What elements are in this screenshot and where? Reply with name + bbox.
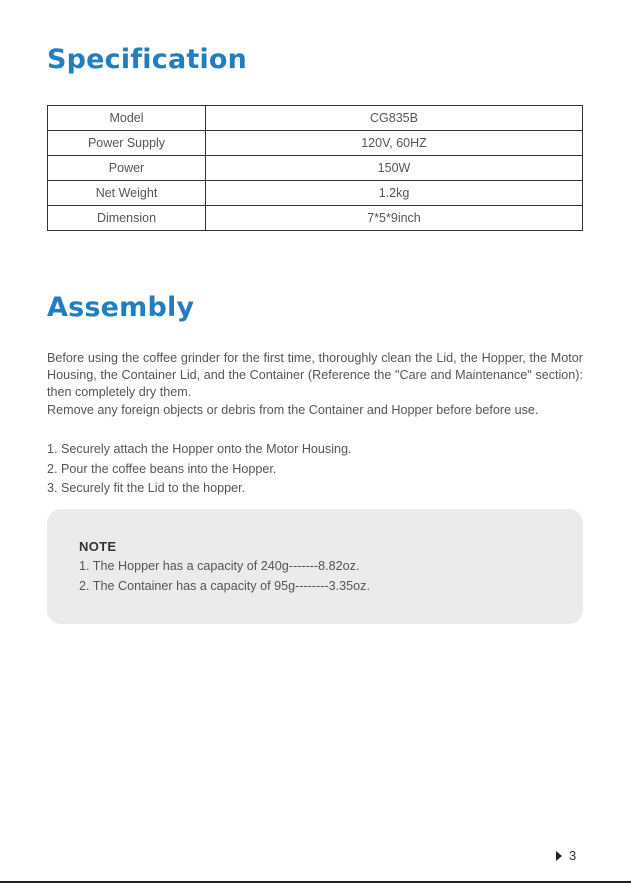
spec-label: Power: [48, 156, 206, 181]
note-box: [47, 509, 583, 624]
list-item: 1. Securely attach the Hopper onto the Motor Housing.: [47, 442, 352, 456]
list-item: 3. Securely fit the Lid to the hopper.: [47, 481, 246, 495]
triangle-right-icon: [556, 851, 562, 861]
specification-table: [47, 105, 583, 231]
spec-value: 7*5*9inch: [206, 206, 583, 231]
page-number-label: 3: [569, 848, 577, 863]
table-row: [48, 206, 583, 231]
table-row: [48, 106, 583, 131]
spec-value: 150W: [206, 156, 583, 181]
list-item: 2. The Container has a capacity of 95g--------3.35oz.: [79, 578, 370, 593]
spec-value: CG835B: [206, 106, 583, 131]
spec-value: 1.2kg: [206, 181, 583, 206]
spec-label: Power Supply: [48, 131, 206, 156]
assembly-intro: Before using the coffee grinder for the first time, thoroughly clean the Lid, the Hopper, the Motor Housing, the Container Lid, and the Container (Reference the "Care and Maintenance" section): then completely dry them.: [47, 351, 583, 399]
note-title: NOTE: [79, 539, 117, 554]
assembly-heading: Assembly: [47, 292, 195, 323]
spec-label: Net Weight: [48, 181, 206, 206]
note-list: [79, 557, 370, 596]
assembly-steps: [47, 440, 583, 499]
specification-heading: Specification: [47, 44, 248, 75]
table-row: [48, 156, 583, 181]
table-row: [48, 181, 583, 206]
assembly-remove-note: Remove any foreign objects or debris from the Container and Hopper before before use.: [47, 403, 539, 417]
list-item: 2. Pour the coffee beans into the Hopper.: [47, 461, 277, 476]
list-item: 1. The Hopper has a capacity of 240g-------8.82oz.: [79, 559, 360, 573]
table-row: [48, 131, 583, 156]
spec-label: Dimension: [48, 206, 206, 231]
page-number: [556, 848, 576, 863]
spec-value: 120V, 60HZ: [206, 131, 583, 156]
spec-label: Model: [48, 106, 206, 131]
